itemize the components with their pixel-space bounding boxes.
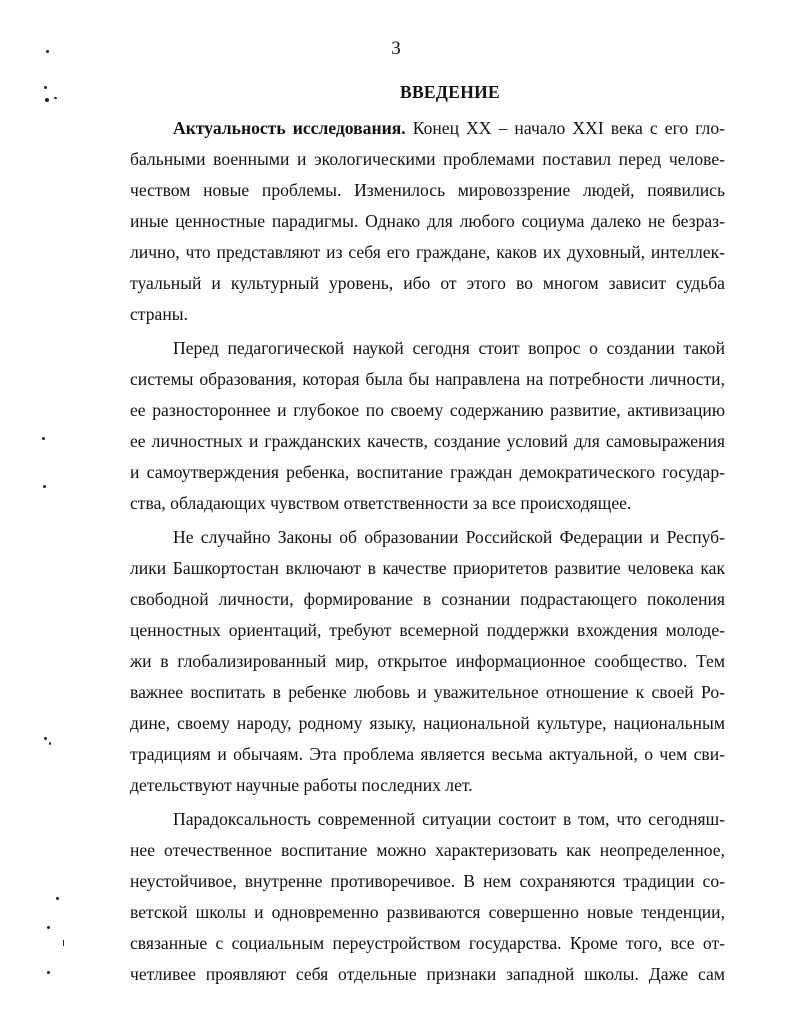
paragraph-3-line-5: жи в глобализированный мир, открытое информационное сообщество. Тем: [130, 651, 725, 671]
paragraph-3-line-8: традициям и обычаям. Эта проблема является весьма актуальной, о чем сви-: [130, 744, 725, 764]
paragraph-4-line-2: нее отечественное воспитание можно характеризовать как неопределенное,: [130, 840, 725, 860]
paragraph-3-line-9: детельствуют научные работы последних лет.: [130, 775, 473, 795]
paragraph-3-line-3: свободной личности, формирование в сознании подрастающего поколения: [130, 589, 725, 609]
scan-speck: [43, 485, 46, 488]
paragraph-3-line-4: ценностных ориентаций, требуют всемерной поддержки вхождения молоде-: [130, 620, 725, 640]
paragraph-1-line-7: страны.: [130, 304, 188, 324]
paragraph-3-line-7: дине, своему народу, родному языку, национальной культуре, национальным: [130, 713, 725, 733]
paragraph-2-line-3: ее разностороннее и глубокое по своему содержанию развитие, активизацию: [130, 400, 725, 420]
scan-speck: [44, 86, 47, 89]
paragraph-2-line-1: Перед педагогической наукой сегодня стоит вопрос о создании такой: [173, 338, 725, 358]
paragraph-2-line-2: системы образования, которая была бы направлена на потребности личности,: [130, 369, 725, 389]
relevance-lead: Актуальность исследования.: [173, 118, 406, 138]
paragraph-1-line-1: Актуальность исследования. Конец XX – начало XXI века с его гло-: [173, 118, 725, 138]
paragraph-1-line-6: туальный и культурный уровень, ибо от этого во многом зависит судьба: [130, 273, 725, 293]
paragraph-3-line-1: Не случайно Законы об образовании Российской Федерации и Респуб-: [173, 527, 725, 547]
paragraph-2-line-4: ее личностных и гражданских качеств, создание условий для самовыражения: [130, 431, 725, 451]
paragraph-1-line-2: бальными военными и экологическими проблемами поставил перед челове-: [130, 149, 725, 169]
paragraph-2-line-6: ства, обладающих чувством ответственности за все происходящее.: [130, 493, 632, 513]
scan-speck: [56, 897, 59, 900]
paragraph-4-line-3: неустойчивое, внутренне противоречивое. В нем сохраняются традиции со-: [130, 871, 725, 891]
paragraph-1-line-3: чеством новые проблемы. Изменилось мировоззрение людей, появились: [130, 180, 725, 200]
scan-speck: [44, 737, 47, 740]
paragraph-4-line-6: четливее проявляют себя отдельные признаки западной школы. Даже сам: [130, 964, 725, 984]
scan-speck: [47, 971, 50, 974]
paragraph-1-line-4: иные ценностные парадигмы. Однако для любого социума далеко не безраз-: [130, 211, 725, 231]
paragraph-3-line-6: важнее воспитать в ребенке любовь и уважительное отношение к своей Ро-: [130, 682, 725, 702]
scan-speck: [46, 50, 49, 53]
scan-speck: [54, 97, 57, 99]
paragraph-3-line-2: лики Башкортостан включают в качестве приоритетов развитие человека как: [130, 558, 725, 578]
paragraph-4-line-1: Парадоксальность современной ситуации состоит в том, что сегодняш-: [173, 809, 725, 829]
section-title: ВВЕДЕНИЕ: [399, 82, 501, 102]
scan-speck: [42, 437, 45, 440]
scan-speck: [63, 940, 64, 946]
paragraph-1-line-5: лично, что представляют из себя его граждане, каков их духовный, интеллек-: [130, 242, 725, 262]
paragraph-4-line-5: связанные с социальным переустройством государства. Кроме того, все от-: [130, 933, 725, 953]
scan-speck: [45, 98, 49, 102]
paragraph-4-line-4: ветской школы и одновременно развиваются совершенно новые тенденции,: [130, 902, 725, 922]
scan-speck: [47, 926, 50, 929]
scan-speck: [49, 742, 51, 745]
page-number: 3: [391, 38, 401, 59]
paragraph-2-line-5: и самоутверждения ребенка, воспитание граждан демократического государ-: [130, 462, 725, 482]
